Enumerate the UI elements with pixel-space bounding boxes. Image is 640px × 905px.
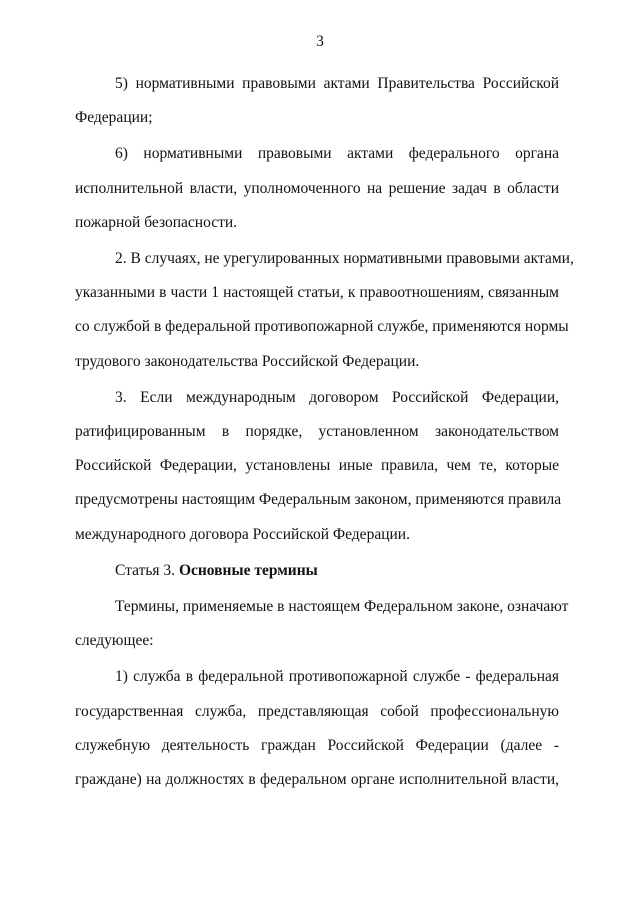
text-line: 2. В случаях, не урегулированных нормативными правовыми актами, [115, 250, 574, 268]
text-line: ратифицированным в порядке, установленном законодательством [75, 423, 559, 441]
text-line: Термины, применяемые в настоящем Федеральном законе, означают [115, 598, 569, 616]
list-item-6 [75, 137, 559, 240]
text-line: трудового законодательства Российской Федерации. [75, 352, 420, 370]
text-line: 3. Если международным договором Российской Федерации, [115, 388, 559, 406]
article-prefix: Статья 3. [115, 561, 179, 579]
text-line: граждане) на должностях в федеральном органе исполнительной власти, [75, 771, 559, 789]
text-line: 6) нормативными правовыми актами федерального органа [115, 145, 559, 163]
article-title: Основные термины [178, 561, 318, 579]
text-line: указанными в части 1 настоящей статьи, к правоотношениям, связанным [75, 284, 559, 302]
text-line: предусмотрены настоящим Федеральным законом, применяются правила [75, 491, 562, 509]
text-line: пожарной безопасности. [75, 213, 238, 231]
paragraph-2 [75, 242, 574, 379]
text-line: со службой в федеральной противопожарной службе, применяются нормы [75, 318, 569, 336]
text-line: 5) нормативными правовыми актами Правительства Российской [115, 75, 559, 92]
document-body [75, 67, 574, 797]
text-line: исполнительной власти, уполномоченного на решение задач в области [75, 179, 559, 197]
terms-intro [75, 590, 569, 658]
list-item-5 [75, 67, 559, 135]
text-line [75, 554, 559, 588]
text-line: Федерации; [75, 109, 153, 127]
term-item-1 [75, 660, 559, 797]
text-line: государственная служба, представляющая собой профессиональную [75, 702, 559, 720]
paragraph-3 [75, 381, 562, 552]
text-line: международного договора Российской Федерации. [75, 525, 410, 543]
text-line: Российской Федерации, установлены иные правила, чем те, которые [75, 457, 559, 475]
article-heading [75, 554, 559, 588]
text-line: следующее: [75, 632, 154, 650]
text-line: служебную деятельность граждан Российской Федерации (далее - [75, 736, 559, 754]
text-line: 1) служба в федеральной противопожарной службе - федеральная [115, 668, 559, 686]
page-number: 3 [316, 33, 324, 50]
